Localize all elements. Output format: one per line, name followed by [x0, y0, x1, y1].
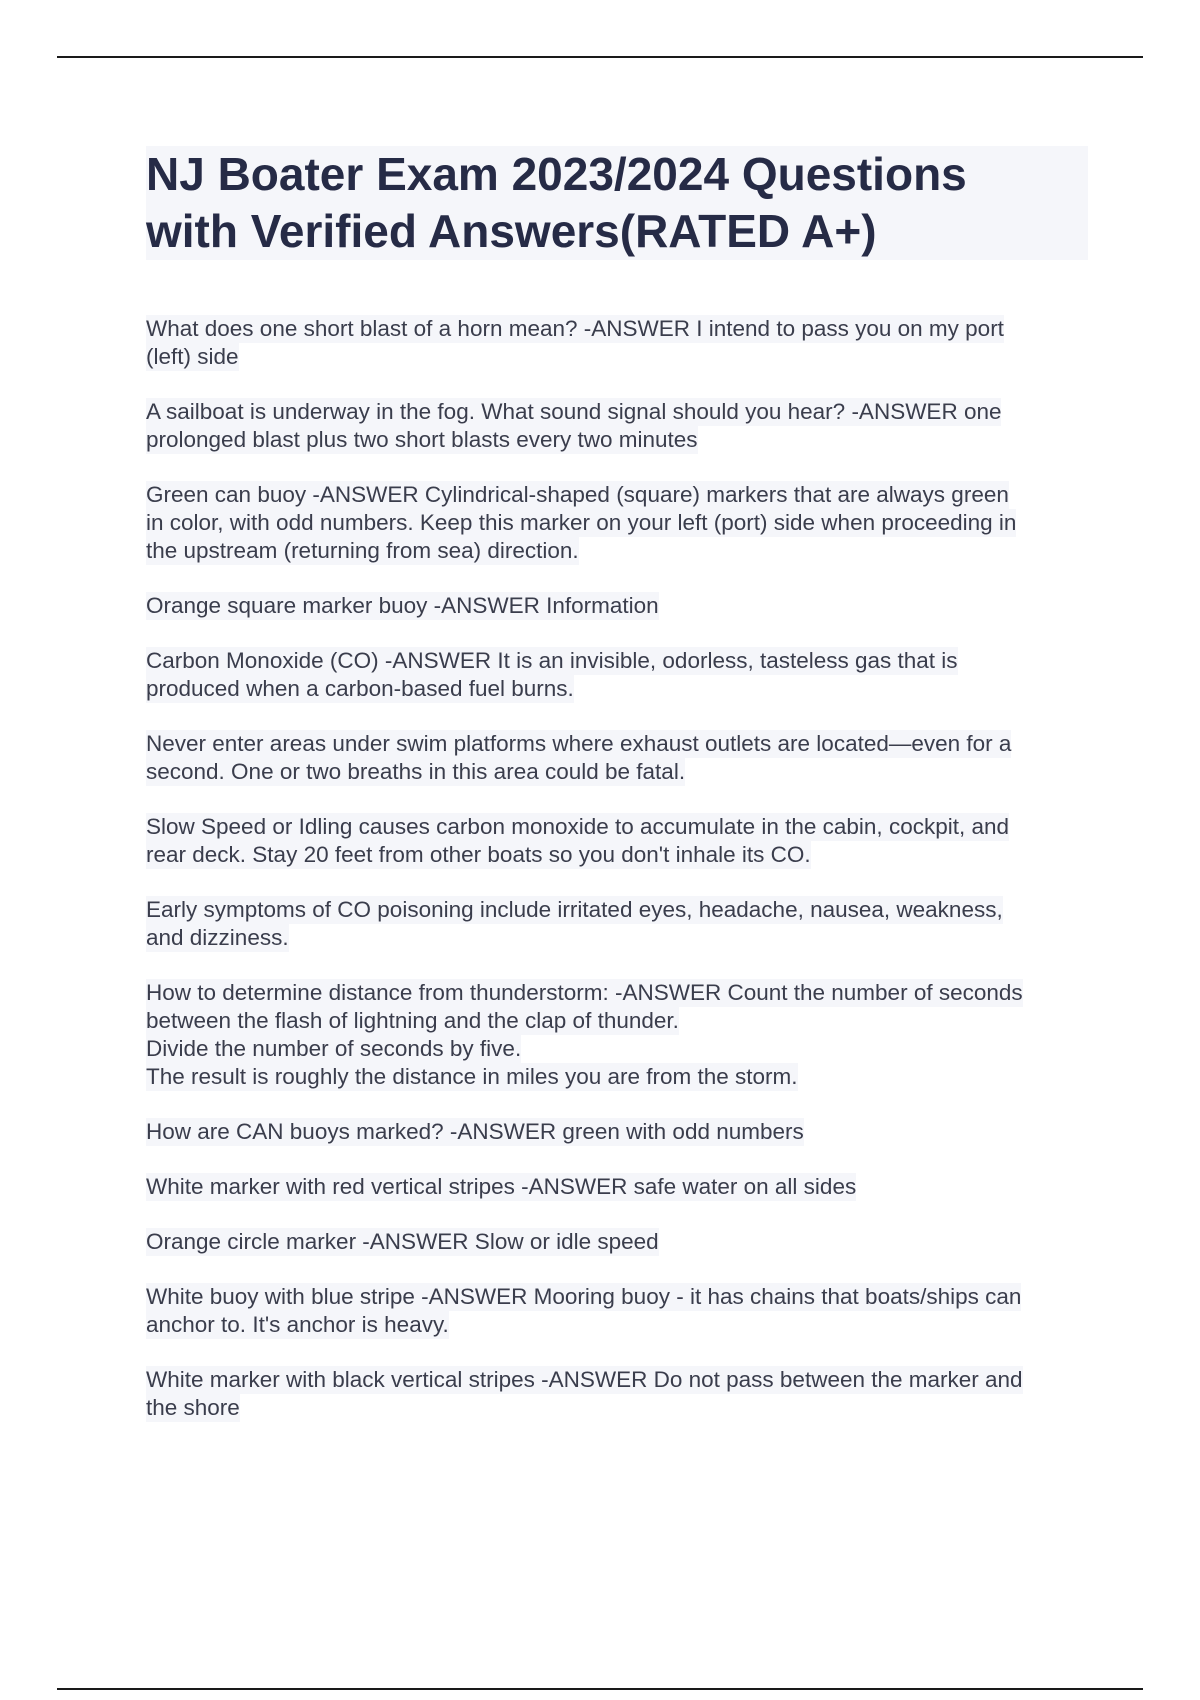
title-line: with Verified Answers(RATED A+) — [146, 203, 877, 260]
title-line: NJ Boater Exam 2023/2024 Questions — [146, 146, 967, 203]
entry-line: second. One or two breaths in this area could be fatal. — [146, 759, 686, 784]
title-block — [146, 146, 1088, 260]
qa-entry — [146, 647, 1088, 703]
qa-entry — [146, 398, 1088, 454]
qa-entry — [146, 315, 1088, 371]
entry-line: A sailboat is underway in the fog. What sound signal should you hear? -ANSWER one — [146, 399, 1002, 424]
entry-line: (left) side — [146, 344, 239, 369]
entry-line: The result is roughly the distance in miles you are from the storm. — [146, 1064, 798, 1089]
entry-line: Orange circle marker -ANSWER Slow or idle speed — [146, 1229, 659, 1254]
qa-entry — [146, 1366, 1088, 1422]
header-rule — [57, 56, 1143, 58]
qa-entry — [146, 1283, 1088, 1339]
entry-line: prolonged blast plus two short blasts every two minutes — [146, 427, 698, 452]
qa-entry — [146, 1173, 1088, 1201]
qa-entry — [146, 1118, 1088, 1146]
entry-line: Orange square marker buoy -ANSWER Information — [146, 593, 659, 618]
entry-line: Slow Speed or Idling causes carbon monoxide to accumulate in the cabin, cockpit, and — [146, 814, 1010, 839]
entry-line: the upstream (returning from sea) direction. — [146, 538, 579, 563]
qa-entry — [146, 896, 1088, 952]
qa-entry — [146, 730, 1088, 786]
entry-line: rear deck. Stay 20 feet from other boats so you don't inhale its CO. — [146, 842, 811, 867]
entry-line: Early symptoms of CO poisoning include irritated eyes, headache, nausea, weakness, — [146, 897, 1003, 922]
entry-line: in color, with odd numbers. Keep this marker on your left (port) side when proceeding in — [146, 510, 1017, 535]
qa-entry — [146, 979, 1088, 1091]
document-title — [146, 146, 1088, 260]
qa-entry — [146, 813, 1088, 869]
document-page — [146, 146, 1088, 1449]
entry-line: White marker with black vertical stripes -ANSWER Do not pass between the marker and — [146, 1367, 1023, 1392]
entry-line: produced when a carbon-based fuel burns. — [146, 676, 574, 701]
entry-line: anchor to. It's anchor is heavy. — [146, 1312, 449, 1337]
entry-line: between the flash of lightning and the clap of thunder. — [146, 1008, 679, 1033]
entry-line: Carbon Monoxide (CO) -ANSWER It is an invisible, odorless, tasteless gas that is — [146, 648, 958, 673]
qa-entry — [146, 481, 1088, 565]
qa-list — [146, 315, 1088, 1422]
qa-entry — [146, 1228, 1088, 1256]
entry-line: and dizziness. — [146, 925, 289, 950]
entry-line: Green can buoy -ANSWER Cylindrical-shaped (square) markers that are always green — [146, 482, 1009, 507]
entry-line: White buoy with blue stripe -ANSWER Mooring buoy - it has chains that boats/ships can — [146, 1284, 1022, 1309]
entry-line: Divide the number of seconds by five. — [146, 1036, 522, 1061]
qa-entry — [146, 592, 1088, 620]
entry-line: the shore — [146, 1395, 240, 1420]
entry-line: How are CAN buoys marked? -ANSWER green with odd numbers — [146, 1119, 804, 1144]
footer-rule — [57, 1688, 1143, 1690]
entry-line: What does one short blast of a horn mean? -ANSWER I intend to pass you on my port — [146, 316, 1004, 341]
entry-line: Never enter areas under swim platforms where exhaust outlets are located—even for a — [146, 731, 1012, 756]
entry-line: How to determine distance from thunderstorm: -ANSWER Count the number of seconds — [146, 980, 1023, 1005]
entry-line: White marker with red vertical stripes -ANSWER safe water on all sides — [146, 1174, 857, 1199]
